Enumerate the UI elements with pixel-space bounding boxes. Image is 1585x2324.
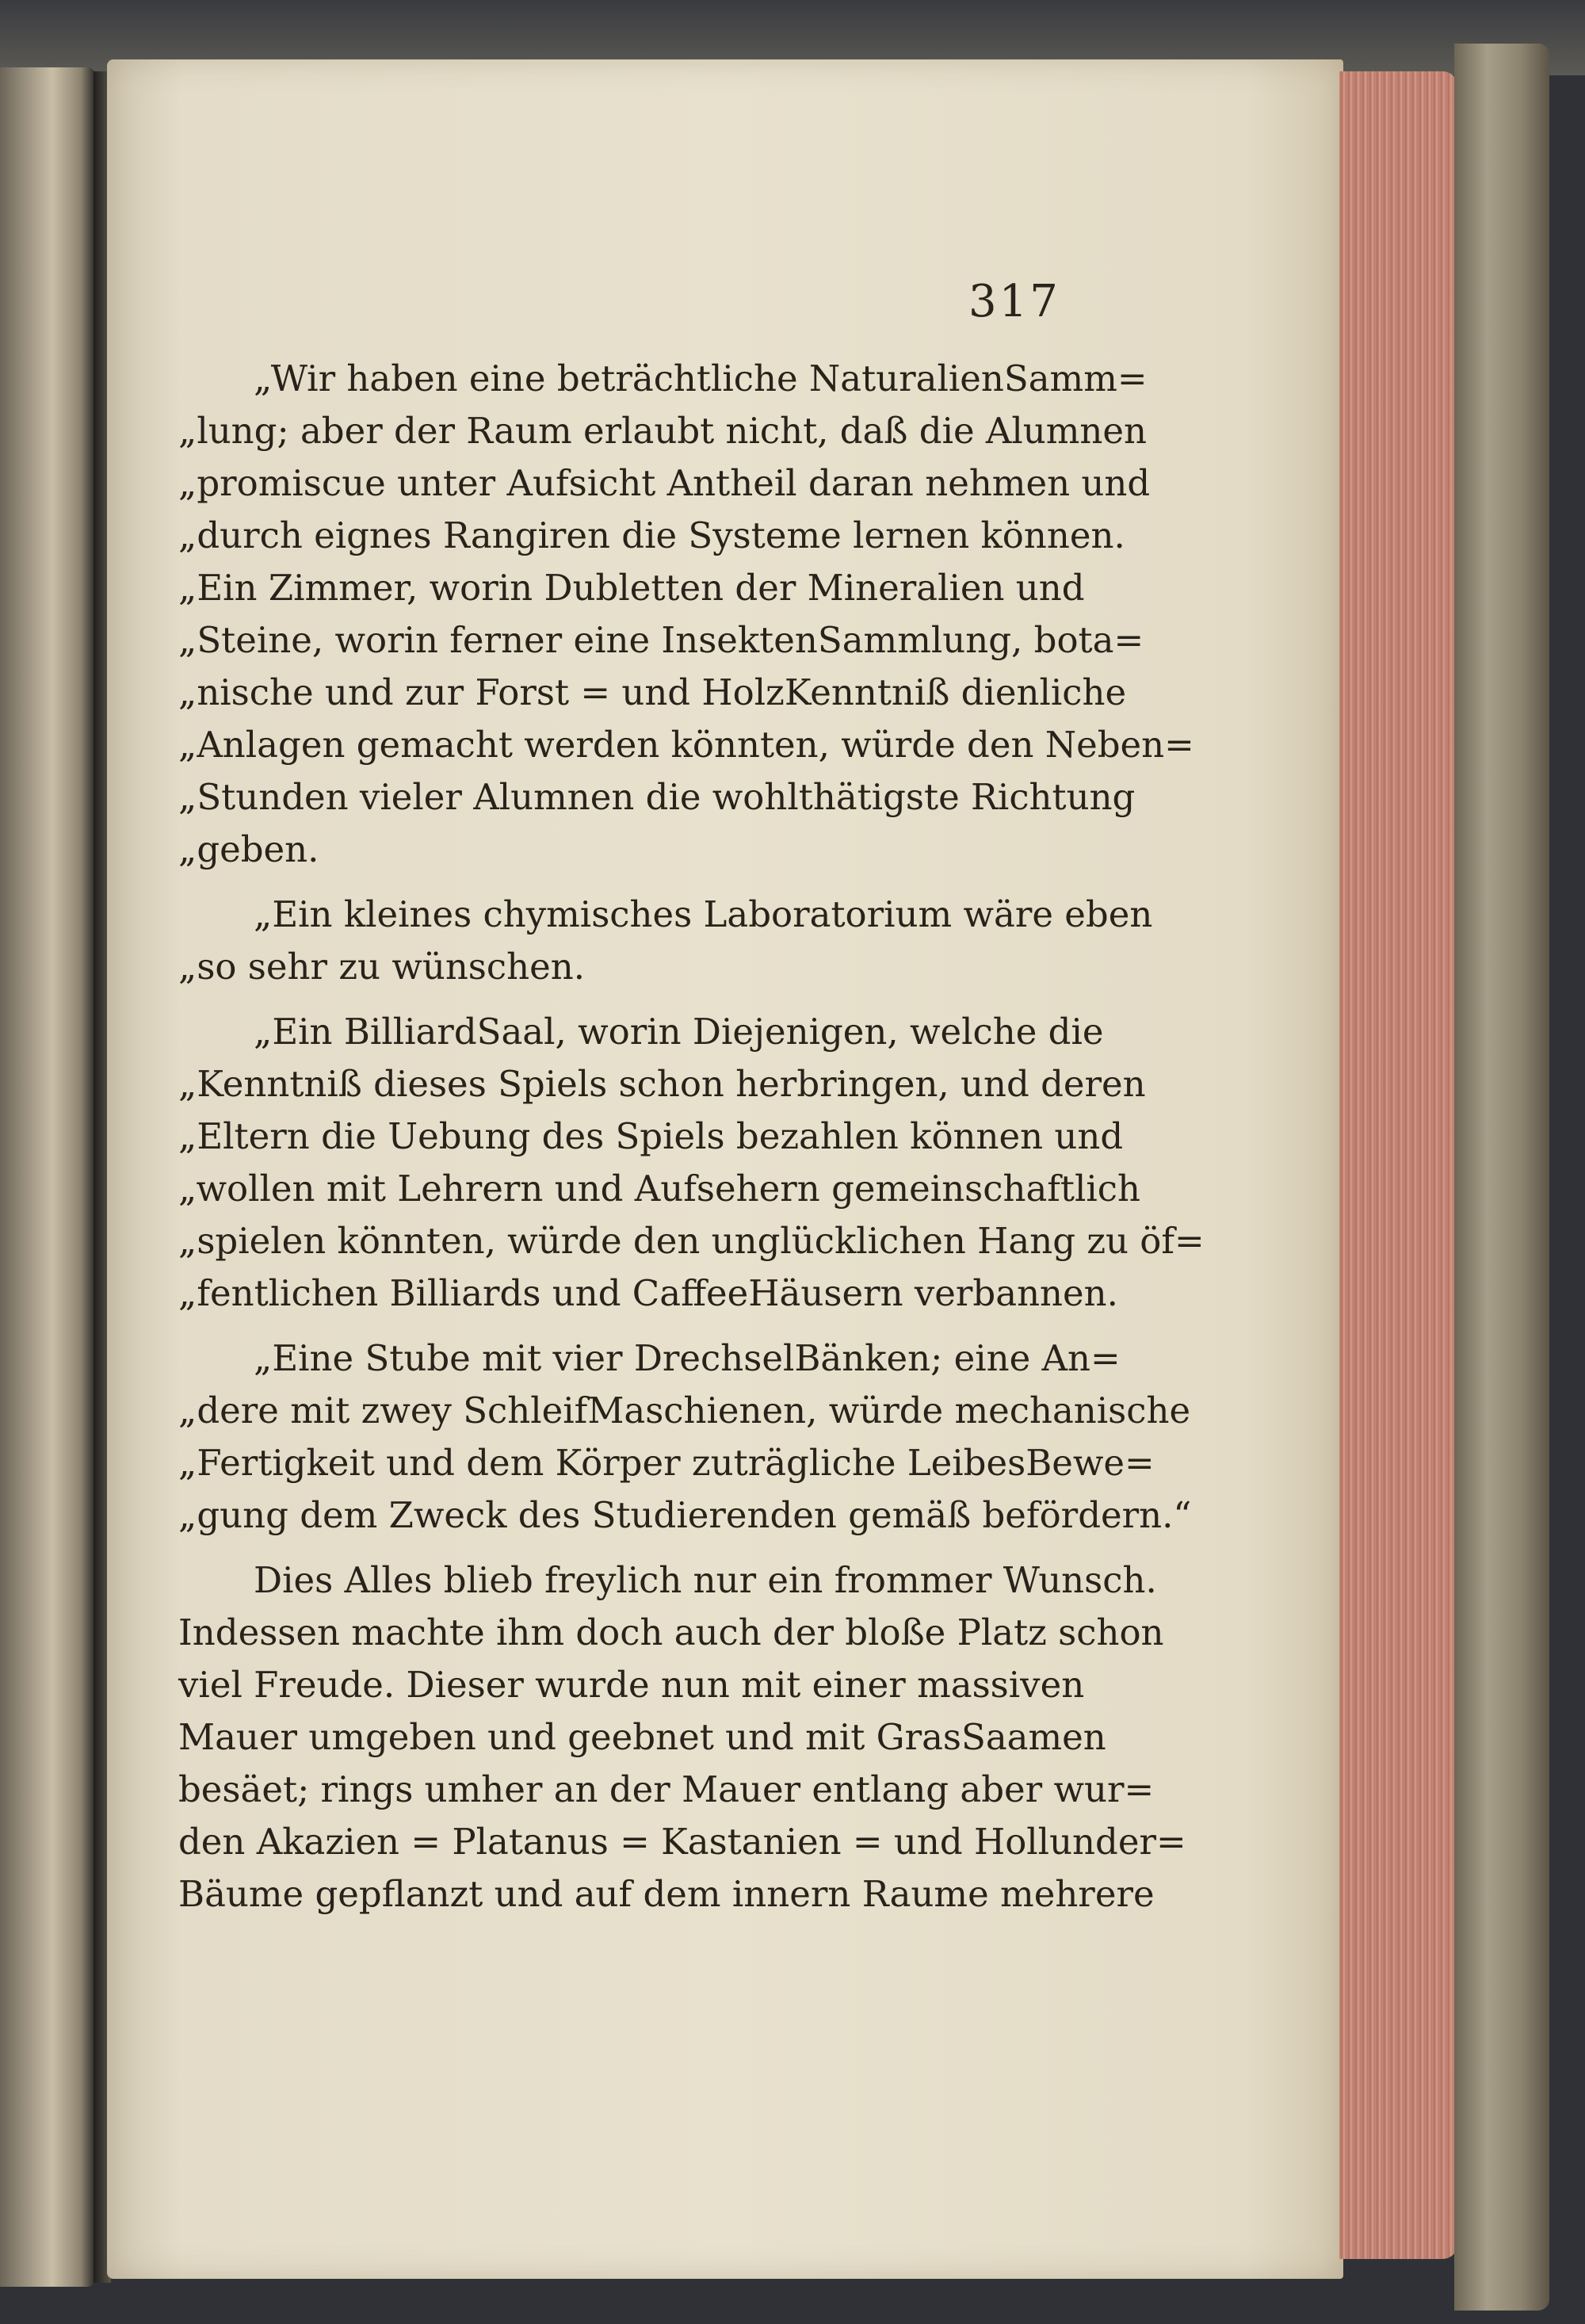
- text-line: „Kenntniß dieses Spiels schon herbringen, und deren: [178, 1063, 1146, 1105]
- text-line: Dies Alles blieb freylich nur ein frommer Wunsch.: [254, 1559, 1157, 1601]
- text-line: „lung; aber der Raum erlaubt nicht, daß die Alumnen: [178, 410, 1148, 452]
- text-line: „geben.: [178, 828, 319, 870]
- text-line: „spielen könnten, würde den unglücklichen Hang zu öf=: [178, 1220, 1205, 1262]
- text-line: viel Freude. Dieser wurde nun mit einer massiven: [178, 1664, 1085, 1706]
- text-line: „wollen mit Lehrern und Aufsehern gemeinschaftlich: [178, 1168, 1140, 1210]
- text-line: „fentlichen Billiards und CaffeeHäusern verbannen.: [178, 1272, 1118, 1314]
- text-line: „Ein BilliardSaal, worin Diejenigen, welche die: [254, 1011, 1104, 1053]
- text-line: Bäume gepflanzt und auf dem innern Raume mehrere: [178, 1873, 1155, 1915]
- text-line: „Eltern die Uebung des Spiels bezahlen können und: [178, 1115, 1124, 1157]
- text-line: „nische und zur Forst = und HolzKenntniß dienliche: [178, 671, 1127, 713]
- page-fore-edge: [1339, 71, 1458, 2259]
- text-line: „durch eignes Rangiren die Systeme lernen können.: [178, 514, 1125, 556]
- text-line: „dere mit zwey SchleifMaschienen, würde mechanische: [178, 1389, 1191, 1431]
- text-line: „promiscue unter Aufsicht Antheil daran nehmen und: [178, 462, 1151, 504]
- text-line: „gung dem Zweck des Studierenden gemäß befördern.“: [178, 1494, 1192, 1536]
- text-line: Mauer umgeben und geebnet und mit GrasSaamen: [178, 1716, 1106, 1758]
- text-line: „Ein Zimmer, worin Dubletten der Mineralien und: [178, 567, 1085, 609]
- text-line: besäet; rings umher an der Mauer entlang aber wur=: [178, 1768, 1155, 1810]
- text-line: „Steine, worin ferner eine InsektenSammlung, bota=: [178, 619, 1144, 661]
- text-line: „Wir haben eine beträchtliche NaturalienSamm=: [254, 357, 1148, 399]
- book-cover-edge: [1454, 44, 1549, 2311]
- text-line: „Anlagen gemacht werden könnten, würde den Neben=: [178, 724, 1194, 766]
- text-line: „Eine Stube mit vier DrechselBänken; eine An=: [254, 1337, 1121, 1379]
- page-text: [178, 353, 1205, 1921]
- text-line: den Akazien = Platanus = Kastanien = und Hollunder=: [178, 1821, 1186, 1863]
- left-page-edge: [0, 67, 95, 2287]
- page-number: 317: [968, 276, 1060, 327]
- text-line: „Stunden vieler Alumnen die wohlthätigste Richtung: [178, 776, 1136, 818]
- text-line: Indessen machte ihm doch auch der bloße Platz schon: [178, 1611, 1164, 1653]
- text-line: „Ein kleines chymisches Laboratorium wäre eben: [254, 893, 1153, 935]
- text-line: „Fertigkeit und dem Körper zuträgliche LeibesBewe=: [178, 1442, 1155, 1484]
- text-line: „so sehr zu wünschen.: [178, 946, 585, 988]
